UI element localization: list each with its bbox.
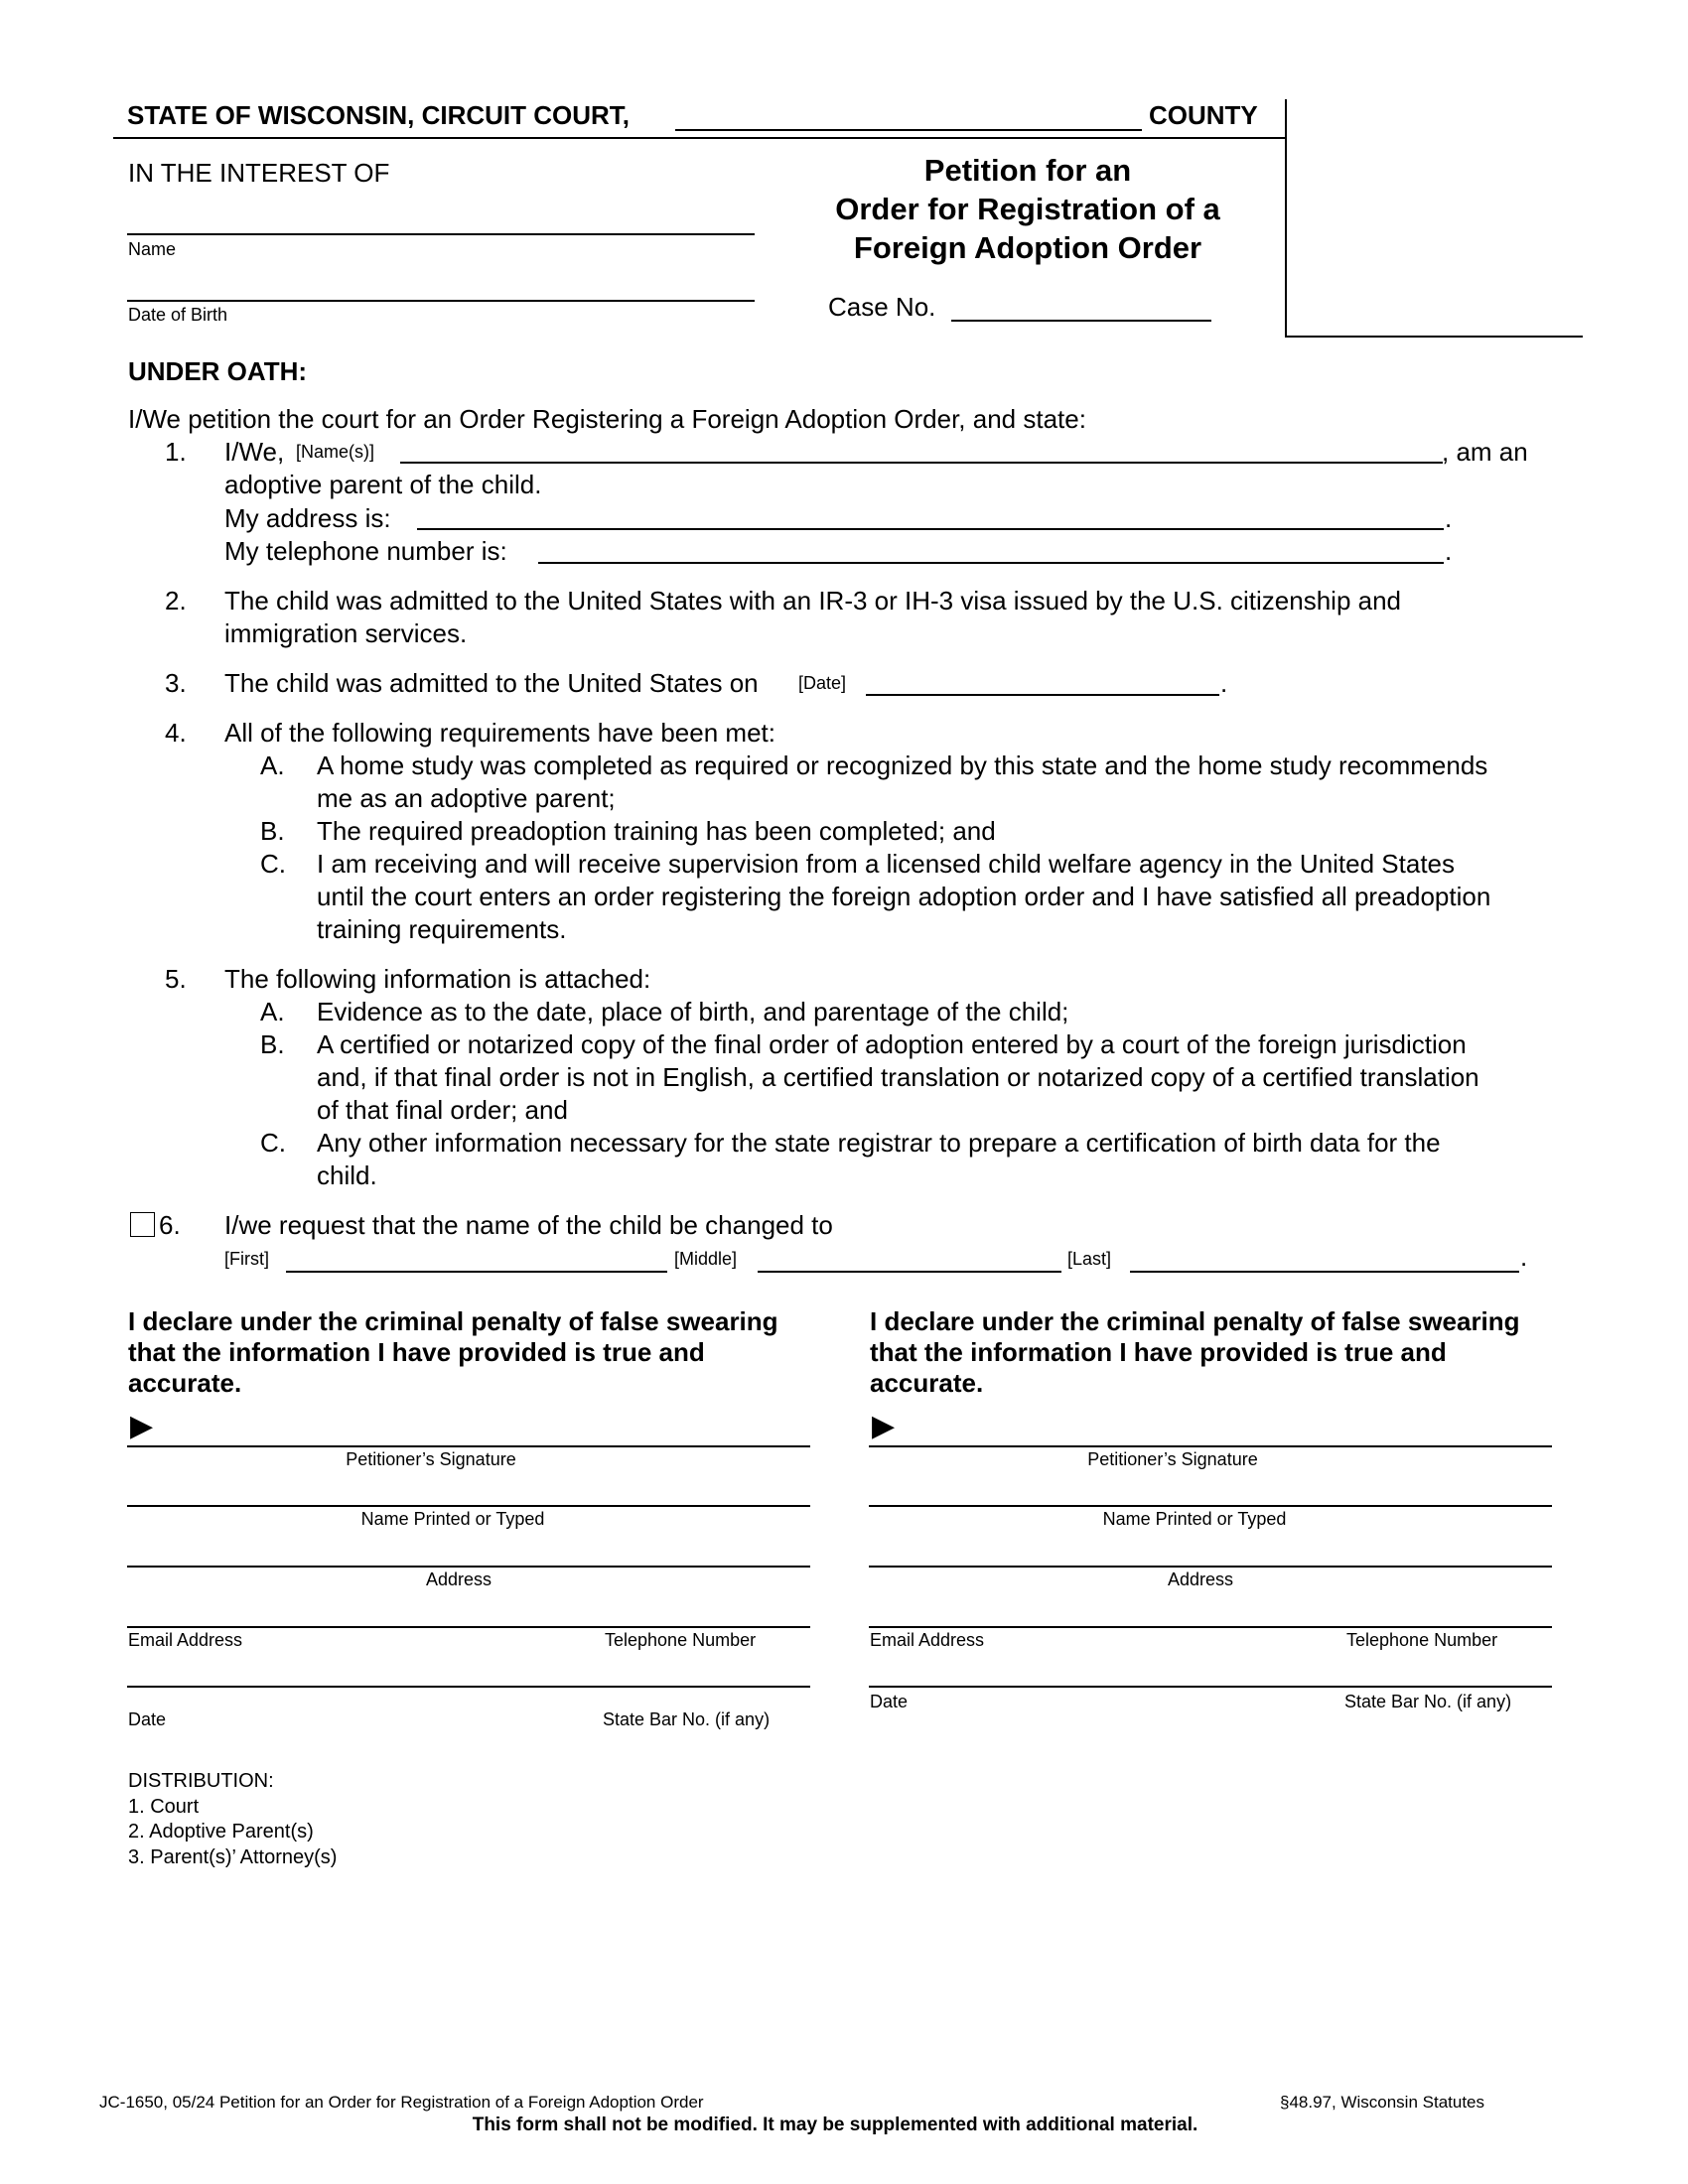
right-bar-label: State Bar No. (if any) (1344, 1692, 1512, 1711)
in-interest-of-label: IN THE INTEREST OF (128, 158, 390, 188)
name-label: Name (128, 239, 177, 259)
right-signature-label (869, 1449, 1552, 1470)
item-1-names-field[interactable] (400, 462, 1443, 464)
right-signature-field[interactable] (869, 1445, 1552, 1447)
left-name-label-text: Name Printed or Typed (360, 1509, 545, 1529)
statute-reference: §48.97, Wisconsin Statutes (1280, 2093, 1485, 2112)
distribution-item: 1. Court (128, 1795, 200, 1818)
item-1-names-hint: [Name(s)] (296, 442, 375, 462)
item-3-date-hint: [Date] (798, 673, 847, 693)
item-2-line2: immigration services. (224, 618, 468, 648)
under-oath-heading: UNDER OATH: (128, 356, 308, 386)
distribution-list (128, 1769, 337, 1870)
case-no-field[interactable] (951, 320, 1211, 322)
left-name-field[interactable] (127, 1505, 810, 1507)
left-address-label-text: Address (425, 1570, 492, 1589)
left-address-label (127, 1570, 810, 1590)
item-1-phone-label: My telephone number is: (224, 536, 507, 566)
right-name-label (869, 1509, 1552, 1530)
item-4a-line1: A home study was completed as required or recognized by this state and the home study recommends (317, 751, 1488, 780)
header-right-rule (1285, 336, 1583, 338)
item-4a-line2: me as an adoptive parent; (317, 783, 616, 813)
right-address-label (869, 1570, 1552, 1590)
item-6-period: . (1520, 1242, 1528, 1272)
item-4-text: All of the following requirements have been met: (224, 718, 775, 748)
item-3-number: 3. (165, 668, 187, 698)
item-4-number: 4. (165, 718, 187, 748)
item-4c-line1: I am receiving and will receive supervision from a licensed child welfare agency in the United States (317, 849, 1456, 879)
item-4a-label: A. (260, 751, 285, 780)
distribution-heading: DISTRIBUTION: (128, 1770, 274, 1792)
item-5-number: 5. (165, 964, 187, 994)
item-5b-label: B. (260, 1029, 285, 1059)
item-3-text: The child was admitted to the United States on (224, 668, 759, 698)
item-1-iwe: I/We, (224, 437, 285, 467)
right-address-label-text: Address (1167, 1570, 1234, 1589)
item-6-middle-field[interactable] (758, 1271, 1061, 1273)
county-label: COUNTY (1149, 100, 1258, 130)
header-top-rule (113, 137, 1287, 139)
right-date-label: Date (870, 1692, 909, 1711)
distribution-item: 3. Parent(s)’ Attorney(s) (128, 1845, 338, 1868)
item-6-first-hint: [First] (224, 1249, 269, 1269)
left-email-label: Email Address (128, 1630, 243, 1650)
distribution-item: 2. Adoptive Parent(s) (128, 1821, 314, 1843)
item-6-number: 6. (159, 1210, 181, 1240)
item-5-text: The following information is attached: (224, 964, 651, 994)
right-phone-label: Telephone Number (1346, 1630, 1498, 1650)
header-vertical-rule (1285, 99, 1287, 338)
declaration-left-line2: that the information I have provided is true and (128, 1337, 705, 1367)
page-title (794, 151, 1261, 267)
item-1-phone-period: . (1445, 536, 1453, 566)
item-5b-line3: of that final order; and (317, 1095, 568, 1125)
item-1-am-an: , am an (1442, 437, 1528, 467)
name-field[interactable] (127, 233, 755, 235)
right-signature-label-text: Petitioner’s Signature (1087, 1449, 1258, 1469)
item-6-text: I/we request that the name of the child be changed to (224, 1210, 833, 1240)
item-4c-label: C. (260, 849, 286, 879)
left-signature-label (127, 1449, 810, 1470)
right-email-label: Email Address (870, 1630, 985, 1650)
left-bar-label: State Bar No. (if any) (603, 1709, 771, 1729)
right-name-field[interactable] (869, 1505, 1552, 1507)
item-5c-line1: Any other information necessary for the state registrar to prepare a certification of birth data for the (317, 1128, 1441, 1158)
item-2-number: 2. (165, 586, 187, 615)
footer-notice-text: This form shall not be modified. It may be supplemented with additional material. (472, 2115, 1198, 2135)
case-no-label: Case No. (828, 292, 936, 322)
item-6-last-field[interactable] (1130, 1271, 1519, 1273)
declaration-left-line3: accurate. (128, 1368, 242, 1398)
left-address-field[interactable] (127, 1566, 810, 1568)
left-signature-field[interactable] (127, 1445, 810, 1447)
item-5a-label: A. (260, 997, 285, 1026)
right-address-field[interactable] (869, 1566, 1552, 1568)
item-6-last-hint: [Last] (1067, 1249, 1112, 1269)
item-1-address-field[interactable] (417, 528, 1444, 530)
title-line-3: Foreign Adoption Order (853, 230, 1202, 265)
right-date-bar-field[interactable] (869, 1686, 1552, 1688)
declaration-right-text (870, 1306, 1520, 1399)
item-1-address-label: My address is: (224, 503, 391, 533)
item-4c-line3: training requirements. (317, 914, 567, 944)
item-6-middle-hint: [Middle] (674, 1249, 738, 1269)
item-6-checkbox[interactable] (130, 1212, 155, 1237)
item-5c-line2: child. (317, 1160, 377, 1190)
footer-notice (0, 2115, 1688, 2136)
left-name-label (127, 1509, 810, 1530)
signature-arrow-icon: ▶ (130, 1410, 154, 1442)
left-signature-label-text: Petitioner’s Signature (346, 1449, 516, 1469)
signature-arrow-icon: ▶ (872, 1410, 896, 1442)
item-5b-line2: and, if that final order is not in English, a certified translation or notarized copy of a certified translation (317, 1062, 1479, 1092)
right-email-phone-field[interactable] (869, 1626, 1552, 1628)
left-date-label: Date (128, 1709, 167, 1729)
item-1-address-period: . (1445, 503, 1453, 533)
declaration-right-line2: that the information I have provided is true and (870, 1337, 1447, 1367)
item-5a-line1: Evidence as to the date, place of birth, and parentage of the child; (317, 997, 1069, 1026)
right-name-label-text: Name Printed or Typed (1102, 1509, 1287, 1529)
item-3-period: . (1220, 668, 1228, 698)
title-line-2: Order for Registration of a (835, 192, 1220, 226)
county-field[interactable] (675, 129, 1142, 131)
item-1-number: 1. (165, 437, 187, 467)
petition-intro: I/We petition the court for an Order Registering a Foreign Adoption Order, and state: (128, 404, 1086, 434)
item-1-phone-field[interactable] (538, 562, 1444, 564)
left-date-bar-field[interactable] (127, 1686, 810, 1688)
item-5b-line1: A certified or notarized copy of the final order of adoption entered by a court of the foreign jurisdiction (317, 1029, 1467, 1059)
title-line-1: Petition for an (923, 153, 1132, 188)
item-1-line2: adoptive parent of the child. (224, 470, 542, 499)
item-5c-label: C. (260, 1128, 286, 1158)
declaration-left-line1: I declare under the criminal penalty of false swearing (128, 1306, 778, 1336)
item-4c-line2: until the court enters an order registering the foreign adoption order and I have satisfied all preadoption (317, 882, 1491, 911)
declaration-left-text (128, 1306, 778, 1399)
item-4b-line1: The required preadoption training has been completed; and (317, 816, 996, 846)
item-2-line1: The child was admitted to the United States with an IR-3 or IH-3 visa issued by the U.S. citizenship and (224, 586, 1402, 615)
item-4b-label: B. (260, 816, 285, 846)
declaration-right-line1: I declare under the criminal penalty of false swearing (870, 1306, 1520, 1336)
left-phone-label: Telephone Number (605, 1630, 757, 1650)
left-email-phone-field[interactable] (127, 1626, 810, 1628)
item-6-first-field[interactable] (286, 1271, 667, 1273)
form-id: JC-1650, 05/24 Petition for an Order for Registration of a Foreign Adoption Order (99, 2093, 704, 2112)
dob-field[interactable] (127, 300, 755, 302)
court-caption: STATE OF WISCONSIN, CIRCUIT COURT, (127, 100, 631, 130)
dob-label: Date of Birth (128, 305, 228, 325)
declaration-right-line3: accurate. (870, 1368, 984, 1398)
item-3-date-field[interactable] (866, 694, 1219, 696)
